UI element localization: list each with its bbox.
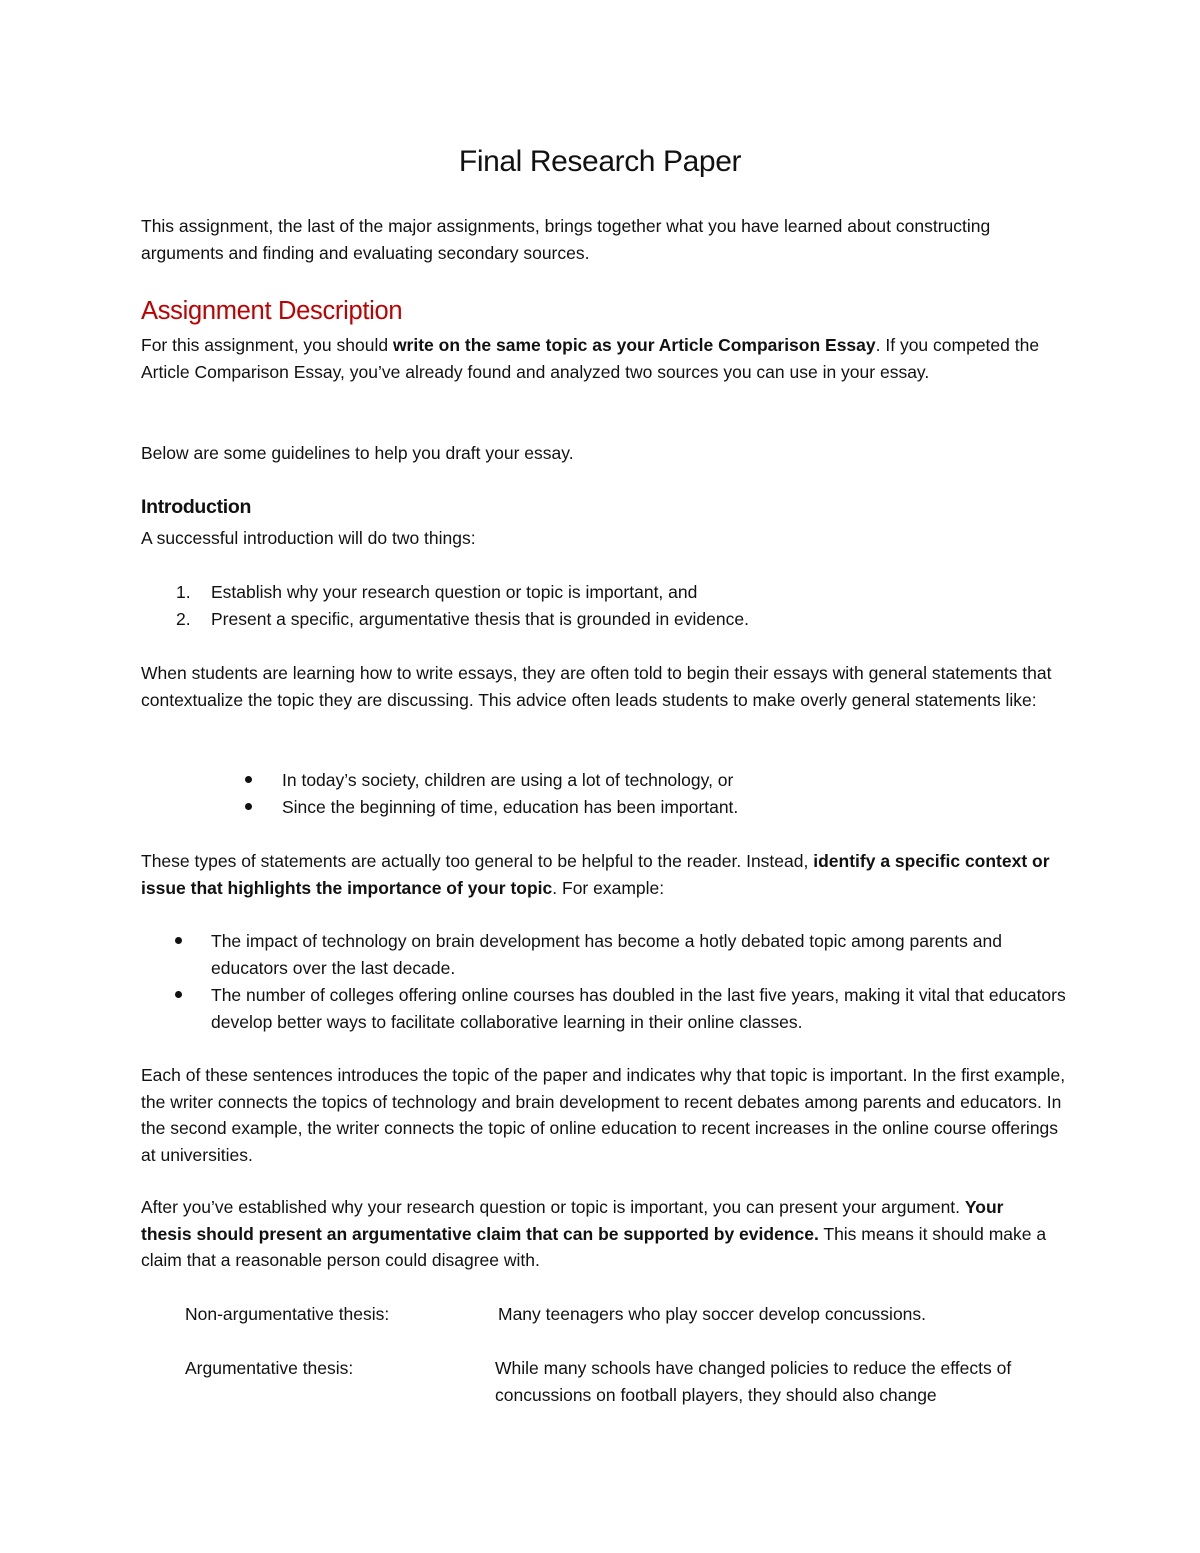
specific-text-1: These types of statements are actually too general to be helpful to the reader. Instead, bbox=[141, 851, 814, 871]
explanation-paragraph: Each of these sentences introduces the topic of the paper and indicates why that topic is important. In the first example, the writer connects the topics of technology and brain development to recent debates among parents and educators. In the second example, the writer connects the topic of online education to recent increases in the online course offerings at universities. bbox=[141, 1065, 1066, 1165]
description-paragraph bbox=[141, 332, 1071, 385]
intro-paragraph: This assignment, the last of the major assignments, brings together what you have learned about constructing arguments and finding and evaluating secondary sources. bbox=[141, 216, 991, 263]
list-item-number: 2. bbox=[176, 609, 191, 629]
thesis-example-label: Argumentative thesis: bbox=[185, 1358, 354, 1378]
introduction-lead: A successful introduction will do two things: bbox=[141, 528, 476, 548]
list-item: Present a specific, argumentative thesis that is grounded in evidence. bbox=[211, 609, 749, 629]
thesis-bold-text: Your thesis should present an argumentative claim that can be supported by evidence. bbox=[141, 1197, 1004, 1244]
list-item: The number of colleges offering online courses has doubled in the last five years, making it vital that educators develop better ways to facilitate collaborative learning in their online classes. bbox=[211, 985, 1066, 1032]
description-bold-text: write on the same topic as your Article Comparison Essay bbox=[392, 335, 876, 355]
specific-bold-text: identify a specific context or issue that highlights the importance of your topic bbox=[141, 851, 1050, 898]
thesis-text-2: This means it should make a claim that a reasonable person could disagree with. bbox=[141, 1223, 1047, 1270]
thesis-example-label: Non-argumentative thesis: bbox=[185, 1304, 390, 1324]
guidelines-sentence: Below are some guidelines to help you draft your essay. bbox=[141, 443, 574, 463]
thesis-example-text: While many schools have changed policies to reduce the effects of concussions on football players, they should also change bbox=[495, 1358, 1012, 1405]
bullet-icon bbox=[175, 991, 182, 998]
thesis-example-text: Many teenagers who play soccer develop concussions. bbox=[498, 1304, 927, 1324]
specific-text-2: . For example: bbox=[552, 877, 665, 898]
subheading-introduction: Introduction bbox=[141, 496, 252, 518]
general-statements-paragraph: When students are learning how to write essays, they are often told to begin their essays with general statements that contextualize the topic they are discussing. This advice often leads students to make overly general statements like: bbox=[141, 663, 1052, 710]
list-item: In today’s society, children are using a lot of technology, or bbox=[282, 770, 734, 790]
thesis-text-1: After you’ve established why your research question or topic is important, you can present your argument. bbox=[141, 1197, 965, 1217]
bullet-icon bbox=[245, 776, 252, 783]
thesis-paragraph bbox=[141, 1194, 1056, 1274]
list-item: The impact of technology on brain development has become a hotly debated topic among parents and educators over the last decade. bbox=[211, 931, 1002, 978]
list-item-number: 1. bbox=[176, 582, 191, 602]
list-item: Since the beginning of time, education has been important. bbox=[282, 797, 739, 817]
specific-context-paragraph bbox=[141, 848, 1071, 901]
page-title: Final Research Paper bbox=[458, 145, 742, 178]
description-text-2: . If you competed the Article Comparison Essay, you’ve already found and analyzed two sources you can use in your essay. bbox=[141, 335, 1040, 382]
description-text-1: For this assignment, you should bbox=[141, 335, 393, 355]
bullet-icon bbox=[175, 937, 182, 944]
list-item: Establish why your research question or topic is important, and bbox=[211, 582, 698, 602]
section-heading-assignment-description: Assignment Description bbox=[141, 297, 403, 325]
bullet-icon bbox=[245, 803, 252, 810]
